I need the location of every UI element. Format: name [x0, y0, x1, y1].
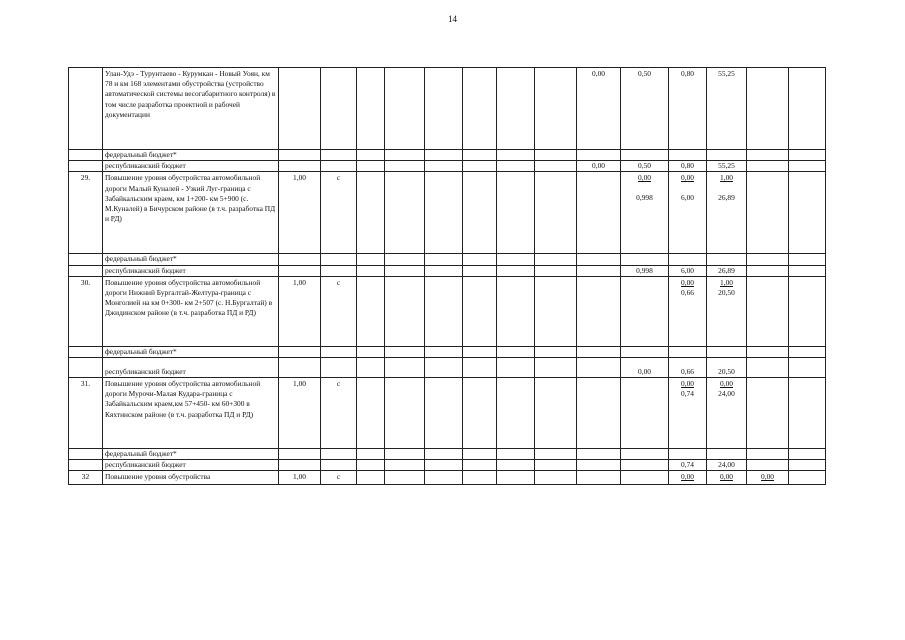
cell-value: 0,74 [681, 389, 694, 399]
row-qty [279, 68, 321, 150]
cell-value: 0,998 [621, 265, 669, 276]
row-unit: с [321, 471, 357, 485]
table-row [69, 471, 826, 485]
row-number: 32 [69, 471, 103, 485]
republic-budget-label: республиканский бюджет [103, 161, 279, 172]
cell-value: 6,00 [681, 193, 694, 203]
cell-value: 20,50 [718, 287, 735, 297]
table-row [69, 346, 826, 357]
row-qty: 1,00 [279, 378, 321, 449]
table-row [69, 265, 826, 276]
republic-budget-label: республиканский бюджет [103, 460, 279, 471]
table-row [69, 276, 826, 346]
table-row [69, 161, 826, 172]
row-number: 31. [69, 378, 103, 449]
cell-value: 55,25 [707, 68, 747, 150]
cell-value: 0,00 [669, 471, 707, 485]
table-row [69, 358, 826, 378]
row-number: 30. [69, 276, 103, 346]
cell-value: 0,00 [638, 173, 651, 183]
cell-value: 0,66 [669, 358, 707, 378]
table-row [69, 68, 826, 150]
cell-value: 0,998 [636, 193, 653, 203]
cell-value: 0,80 [669, 161, 707, 172]
table-row [69, 449, 826, 460]
row-qty: 1,00 [279, 276, 321, 346]
table-row [69, 460, 826, 471]
cell-value: 0,00 [707, 471, 747, 485]
cell-value: 0,00 [681, 379, 694, 389]
cell-value: 0,00 [577, 68, 621, 150]
row-unit: с [321, 378, 357, 449]
table-row [69, 150, 826, 161]
row-unit [321, 68, 357, 150]
cell-value: 24,00 [707, 460, 747, 471]
republic-budget-label: республиканский бюджет [103, 265, 279, 276]
cell-value: 0,00 [577, 161, 621, 172]
cell-value: 0,00 [681, 277, 694, 287]
row-name: Повышение уровня обустройства автомобильной дороги Нижний Бургалтай-Желтура-граница с Монголией на км 0+300- км 2+507 (с. Н.Бургалтай) в Джидинском районе (в т.ч. разработка ПД и РД) [103, 276, 279, 346]
row-qty: 1,00 [279, 471, 321, 485]
cell-value: 0,50 [621, 161, 669, 172]
row-name: Повышение уровня обустройства автомобильной дороги Мурочи-Малая Кудара-граница с Забайкальским краем,км 57+450- км 60+300 в Кяхтинском районе (в т.ч. разработка ПД и РД) [103, 378, 279, 449]
row-qty: 1,00 [279, 172, 321, 254]
row-name: Повышение уровня обустройства [103, 471, 279, 485]
program-table [68, 67, 826, 485]
row-number [69, 68, 103, 150]
federal-budget-label: федеральный бюджет* [103, 346, 279, 357]
republic-budget-label: республиканский бюджет [103, 358, 279, 378]
row-name: Повышение уровня обустройства автомобильной дороги Малый Куналей - Узкий Луг-граница с Забайкальским краем, км 1+200- км 5+900 (с. М.Куналей) в Бичурском районе (в т.ч. разработка ПД и РД) [103, 172, 279, 254]
cell-value: 6,00 [669, 265, 707, 276]
cell-value: 0,00 [681, 173, 694, 183]
table-row [69, 378, 826, 449]
cell-value: 24,00 [718, 389, 735, 399]
table-row [69, 254, 826, 265]
row-unit: с [321, 276, 357, 346]
cell-value: 1,00 [720, 173, 733, 183]
cell-value: 55,25 [707, 161, 747, 172]
cell-value: 0,50 [621, 68, 669, 150]
federal-budget-label: федеральный бюджет* [103, 254, 279, 265]
cell-value: 0,80 [669, 68, 707, 150]
cell-value: 0,00 [621, 358, 669, 378]
row-number: 29. [69, 172, 103, 254]
cell-value: 26,89 [707, 265, 747, 276]
cell-value: 20,50 [707, 358, 747, 378]
cell-value: 0,74 [669, 460, 707, 471]
page-number: 14 [448, 14, 457, 24]
cell-value: 0,00 [720, 379, 733, 389]
federal-budget-label: федеральный бюджет* [103, 449, 279, 460]
federal-budget-label: федеральный бюджет* [103, 150, 279, 161]
cell-value: 0,00 [747, 471, 789, 485]
cell-value: 0,66 [681, 287, 694, 297]
row-unit: с [321, 172, 357, 254]
cell-value: 1,00 [720, 277, 733, 287]
row-name: Улан-Удэ - Турунтаево - Курумкан - Новый Уоян, км 78 и км 168 элементами обустройства (устройство автоматической системы весогабаритного контроля) в том числе разработка проектной и рабочей документации [103, 68, 279, 150]
table-row [69, 172, 826, 254]
cell-value: 26,89 [718, 193, 735, 203]
